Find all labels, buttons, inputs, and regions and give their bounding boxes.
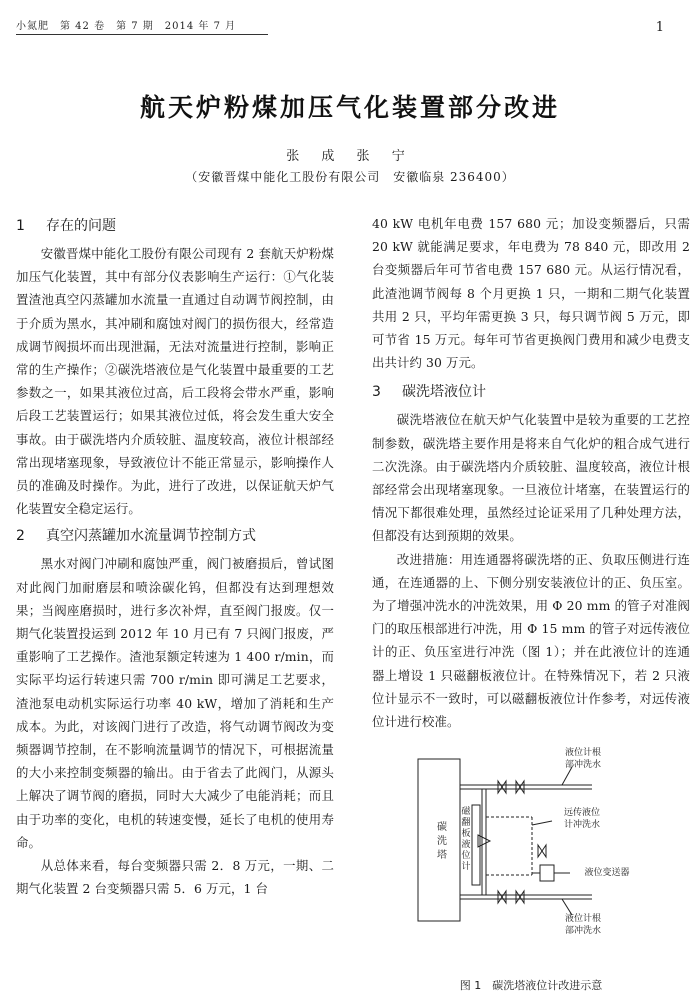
section-number: 2 (16, 528, 25, 545)
section-3-heading (372, 380, 690, 404)
label-line: 部冲洗水 (564, 926, 601, 937)
section-3-paragraph-2: 改进措施：用连通器将碳洗塔的正、负取压侧进行连通，在连通器的上、下侧分别安装液位计的正、负压室。为了增强冲洗水的冲洗效果，用 Φ 20 mm 的管子对准阀门的取压根部进行冲洗，用 Φ 15 mm 的管子对远传液位计的正、负压室进行冲洗（图 1）；并在此液位计的连通器上增设 1 只磁翻板液位计。在特殊情况下，若 2 只液位计显示不一致时，可以磁翻板液位计作参考，对远传液位计进行校准。 (372, 551, 690, 730)
label-char: 洗 (437, 836, 447, 848)
section-2-heading (16, 524, 334, 548)
figure-1 (372, 745, 690, 993)
section-2-paragraph-3: 40 kW 电机年电费 157 680 元；加设变频器后，只需20 kW 就能满足要求，年电费为 78 840 元，即改用 2 台变频器后年可节省电费 157 680 元。从运行情况看，此渣池调节阀每 8 个月更换 1 只，一期和二期气化装置共用 2 只，平均年需更换 3 只，每只调节阀 5 万元，即可节省 15 万元。每年可节省更换阀门费用和减少电费支出共计约 30 万元。 (372, 216, 690, 371)
label-remote-flush (550, 807, 614, 831)
label-top-flush (548, 747, 618, 771)
label-tower (434, 821, 450, 863)
article-title: 航天炉粉煤加压气化装置部分改进 (139, 93, 560, 122)
level-transmitter (540, 865, 554, 881)
left-column (16, 212, 334, 900)
label-char: 磁 (461, 807, 471, 818)
section-1-paragraph: 安徽晋煤中能化工股份有限公司现有 2 套航天炉粉煤加压气化装置，其中有部分仪表影响生产运行：①气化装置渣池真空闪蒸罐加水流量一直通过自动调节阀控制，由于介质为黑水，其冲刷和腐蚀对阀门的损伤很大，经常造成调节阀损坏而出现泄漏，无法对流量进行控制，影响正常的生产操作；②碳洗塔液位是气化装置中最重要的工艺参数之一，如果其液位过高，后工段将会带水严重，影响后段工艺装置运行；如果其液位过低，将会发生重大安全事故。由于碳洗塔内介质较脏、温度较高，液位计根部经常出现堵塞现象，导致液位计不能正常显示，影响操作人员的准确及时操作。为此，进行了改进，以保证航天炉气化装置安全稳定运行。 (16, 246, 334, 517)
section-3-paragraph-1: 碳洗塔液位在航天炉气化装置中是较为重要的工艺控制参数，碳洗塔主要作用是将来自气化炉的粗合成气进行二次洗涤。由于碳洗塔内介质较脏、温度较高，液位计根部经常会出现堵塞现象。一旦液位计堵塞，在装置运行的情况下都很难处理，虽然经过论证采用了几种处理方法，但都没有达到预期的效果。 (372, 412, 690, 544)
label-char: 位 (461, 851, 471, 862)
section-number: 3 (372, 384, 381, 401)
affiliation: （安徽晋煤中能化工股份有限公司 安徽临泉 236400） (185, 170, 515, 184)
label-line: 液位计根 (564, 748, 601, 759)
label-bottom-flush (548, 913, 618, 937)
section-2-paragraph-2: 从总体来看，每台变频器只需 2．8 万元，一期、二期气化装置 2 台变频器只需 5．6 万元，1 台 (16, 858, 334, 897)
section-2-paragraph-1: 黑水对阀门冲刷和腐蚀严重，阀门被磨损后，曾试图对此阀门加耐磨层和喷涂碳化钨，但都没有达到理想效果；当阀座磨损时，进行多次补焊，直至阀门报废。仅一期气化装置投运到 2012 年 10 月已有 7 只阀门报废，严重影响了工艺操作。渣池泵额定转速为 1 400 r/min，而实际平均运行转速只需 700 r/min 即可满足工艺要求，渣池泵电动机实际运行功率 40 kW，增加了消耗和生产成本。为此，对该阀门进行了改造，将气动调节阀改为变频器调节控制，在不影响流量调节的情况下，可根据流量的大小来控制变频器的输出。由于省去了此阀门，从源头上解决了调节阀的磨损，同时大大减少了电能消耗；而且由于功率的变化，电机的转速变慢，延长了电机的使用寿命。 (16, 556, 334, 850)
label-char: 计 (461, 862, 471, 873)
label-line: 计冲洗水 (563, 820, 600, 831)
section-1-heading (16, 214, 334, 238)
label-transmitter: 液位变送器 (584, 868, 630, 879)
label-char: 碳 (437, 822, 447, 834)
magnetic-flap-gauge (472, 805, 480, 885)
authors: 张 成 张 宁 (286, 149, 414, 164)
section-title: 真空闪蒸罐加水流量调节控制方式 (46, 528, 256, 545)
label-char: 翻 (461, 818, 471, 829)
running-header: 小氮肥 第 42 卷 第 7 期 2014 年 7 月 (16, 17, 268, 35)
section-title: 存在的问题 (46, 218, 116, 234)
right-column (372, 212, 690, 993)
label-char: 塔 (437, 850, 447, 862)
figure-caption: 图 1 碳洗塔液位计改进示意 (459, 979, 603, 993)
label-line: 远传液位 (563, 808, 600, 819)
label-line: 液位计根 (564, 914, 601, 925)
label-char: 液 (461, 840, 471, 851)
section-title: 碳洗塔液位计 (402, 384, 486, 401)
label-line: 部冲洗水 (564, 760, 601, 771)
section-number: 1 (16, 218, 25, 234)
page-number: 1 (655, 20, 664, 35)
label-magnetic-gauge (460, 807, 472, 873)
label-char: 板 (461, 829, 471, 840)
